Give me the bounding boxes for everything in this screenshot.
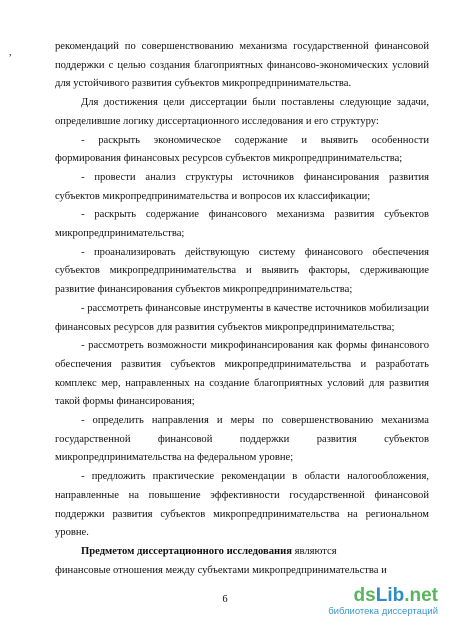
body-text [55,38,429,580]
task-item: - рассмотреть финансовые инструменты в качестве источников мобилизации финансовых ресурсов для развития субъектов микропредпринимательства; [55,302,429,333]
paragraph: Для достижения цели диссертации были поставлены следующие задачи, определившие логику диссертационного исследования и его структуру: [55,97,429,127]
subject-lead: Предметом диссертационного исследования [81,545,292,557]
subject-rest: являются [291,545,337,557]
page-number: 6 [222,594,228,605]
task-item: - определить направления и меры по совершенствованию механизма государственной финансовой поддержки развития субъектов микропредпринимательства на федеральном уровне; [55,415,429,464]
task-item: - раскрыть содержание финансового механизма развития субъектов микропредпринимательства; [55,209,429,240]
watermark-subtitle: библиотека диссертаций [328,606,438,617]
task-item: - предложить практические рекомендации в области налогообложения, направленные на повышение эффективности государственной финансовой поддержки развития субъектов микропредпринимательства на региональном уровне. [55,471,429,539]
paragraph: рекомендаций по совершенствованию механизма государственной финансовой поддержки с целью создания благоприятных финансово-экономических условий для устойчивого развития субъектов микропредпринимательства. [55,41,429,90]
task-item: - раскрыть экономическое содержание и выявить особенности формирования финансовых ресурсов субъектов микропредпринимательства; [55,134,429,165]
cut-line: финансовые отношения между субъектами микропредпринимательства и [55,564,387,576]
watermark-logo [310,586,438,606]
logo-tld: .net [404,585,438,606]
margin-mark: , [9,47,12,58]
logo-lib: Lib [375,585,405,606]
task-item: - проанализировать действующую систему финансового обеспечения субъектов микропредпринимательства и выявить факторы, сдерживающие развитие финансирования субъектов микропредпринимательства; [55,246,429,296]
task-item: - провести анализ структуры источников финансирования развития субъектов микропредпринимательства и вопросов их классификации; [55,171,429,202]
logo-ds: ds [353,585,376,606]
subject-paragraph [55,543,429,562]
watermark [310,586,438,618]
task-item: - рассмотреть возможности микрофинансирования как формы финансового обеспечения развития субъектов микропредпринимательства и разработать комплекс мер, направленных на создание благоприятных условий для развития такой формы финансирования; [55,340,429,408]
